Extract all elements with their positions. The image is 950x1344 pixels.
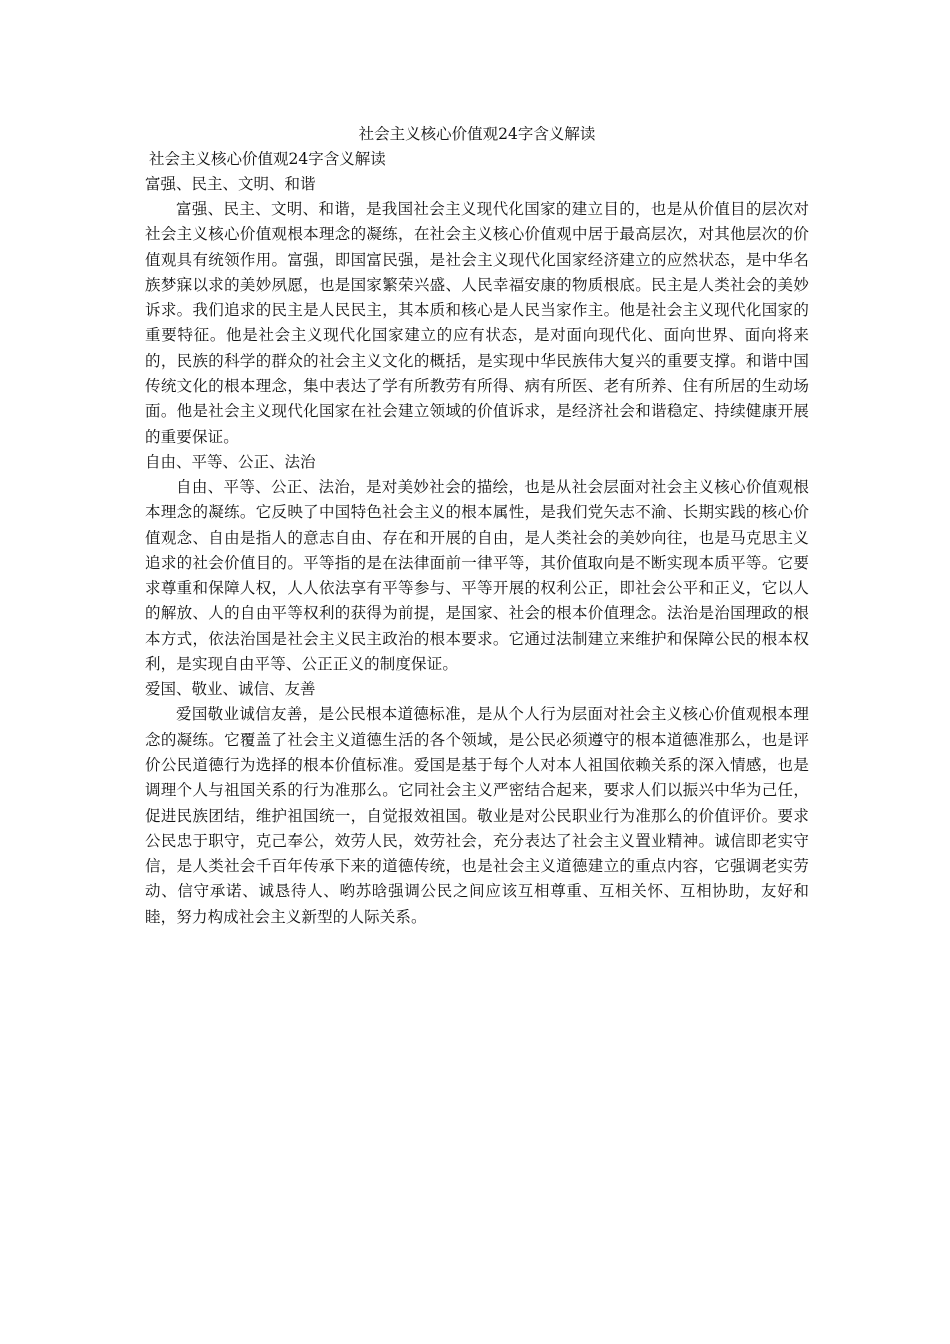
- section-paragraph: 富强、民主、文明、和谐，是我国社会主义现代化国家的建立目的，也是从价值目的层次对社会主义核心价值观根本理念的凝练，在社会主义核心价值观中居于最高层次，对其他层次的价值观具有统领作用。富强，即国富民强，是社会主义现代化国家经济建立的应然状态，是中华名族梦寐以求的美妙夙愿，也是国家繁荣兴盛、人民幸福安康的物质根底。民主是人类社会的美妙诉求。我们追求的民主是人民民主，其本质和核心是人民当家作主。他是社会主义现代化国家的重要特征。他是社会主义现代化国家建立的应有状态，是对面向现代化、面向世界、面向将来的，民族的科学的群众的社会主义文化的概括，是实现中华民族伟大复兴的重要支撑。和谐中国传统文化的根本理念，集中表达了学有所教劳有所得、病有所医、老有所养、住有所居的生动场面。他是社会主义现代化国家在社会建立领域的价值诉求，是经济社会和谐稳定、持续健康开展的重要保证。: [145, 200, 809, 446]
- section-paragraph: 自由、平等、公正、法治，是对美妙社会的描绘，也是从社会层面对社会主义核心价值观根本理念的凝练。它反映了中国特色社会主义的根本属性，是我们党矢志不渝、长期实践的核心价值观念、自由是指人的意志自由、存在和开展的自由，是人类社会的美妙向往，也是马克思主义追求的社会价值目的。平等指的是在法律面前一律平等，其价值取向是不断实现本质平等。它要求尊重和保障人权，人人依法享有平等参与、平等开展的权利公正，即社会公平和正义，它以人的解放、人的自由平等权利的获得为前提，是国家、社会的根本价值理念。法治是治国理政的根本方式，依法治国是社会主义民主政治的根本要求。它通过法制建立来维护和保障公民的根本权利，是实现自由平等、公正正义的制度保证。: [145, 477, 809, 674]
- section-freedom: [145, 450, 809, 677]
- document-subtitle: 社会主义核心价值观24字含义解读: [149, 150, 386, 168]
- document-page: [145, 122, 809, 930]
- section-heading: 富强、民主、文明、和谐: [145, 175, 316, 193]
- document-title: 社会主义核心价值观24字含义解读: [358, 125, 596, 143]
- section-paragraph: 爱国敬业诚信友善，是公民根本道德标准，是从个人行为层面对社会主义核心价值观根本理念的凝练。它覆盖了社会主义道德生活的各个领域，是公民必须遵守的根本道德准那么，也是评价公民道德行为选择的根本价值标准。爱国是基于每个人对本人祖国依赖关系的深入情感，也是调理个人与祖国关系的行为准那么。它同社会主义严密结合起来，要求人们以振兴中华为己任，促进民族团结，维护祖国统一，自觉报效祖国。敬业是对公民职业行为准那么的价值评价。要求公民忠于职守，克己奉公，效劳人民，效劳社会，充分表达了社会主义置业精神。诚信即老实守信，是人类社会千百年传承下来的道德传统，也是社会主义道德建立的重点内容，它强调老实劳动、信守承诺、诚恳待人、哟苏晗强调公民之间应该互相尊重、互相关怀、互相协助，友好和睦，努力构成社会主义新型的人际关系。: [145, 705, 809, 926]
- section-heading: 爱国、敬业、诚信、友善: [145, 680, 316, 699]
- section-prosperity: [145, 172, 809, 450]
- section-heading: 自由、平等、公正、法治: [145, 452, 316, 471]
- section-patriotism: [145, 677, 809, 930]
